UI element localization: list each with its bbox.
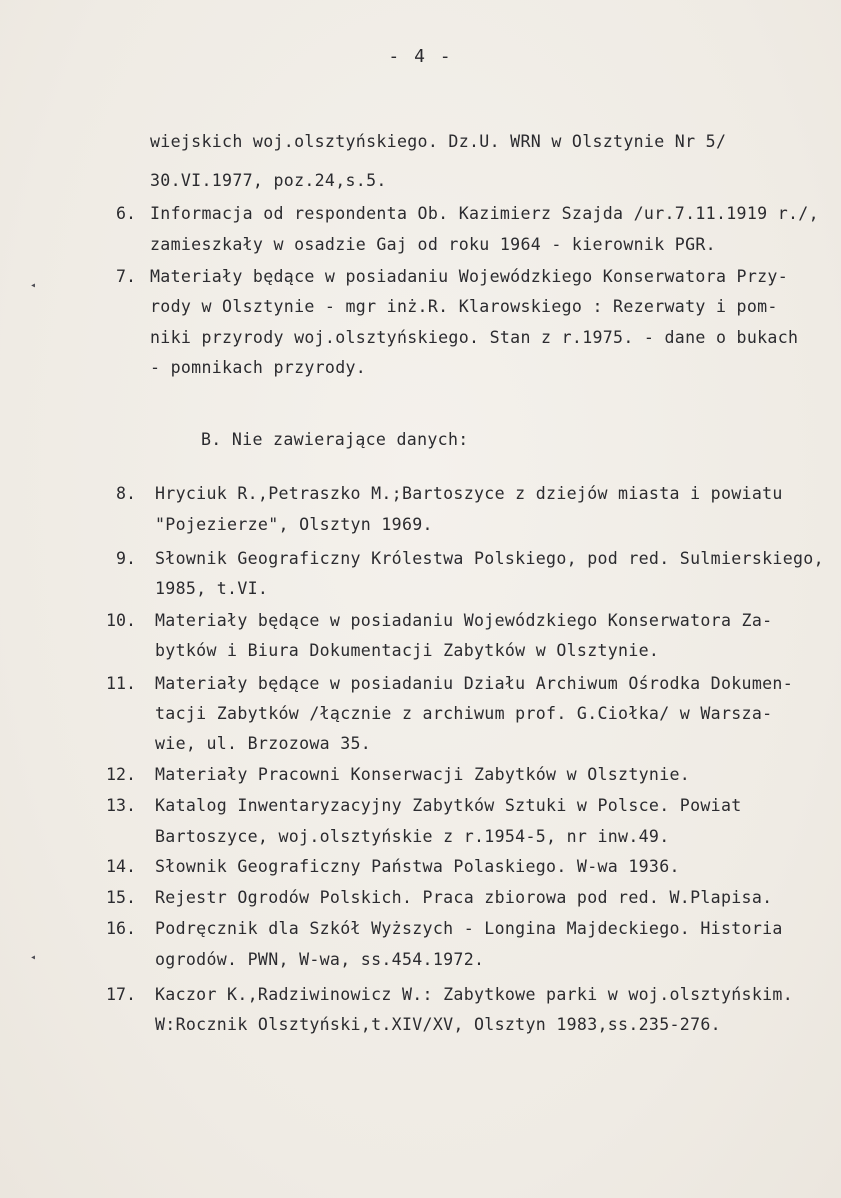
reference-number: 10. <box>106 611 136 630</box>
reference-line: Słownik Geograficzny Królestwa Polskiego, pod red. Sulmierskiego, <box>155 549 824 568</box>
reference-line: Słownik Geograficzny Państwa Polaskiego. W-wa 1936. <box>155 857 680 876</box>
reference-line: W:Rocznik Olsztyński,t.XIV/XV, Olsztyn 1983,ss.235-276. <box>155 1015 721 1034</box>
margin-mark-icon: ◂ <box>30 952 37 963</box>
reference-number: 17. <box>106 985 136 1004</box>
reference-line: Materiały będące w posiadaniu Wojewódzkiego Konserwatora Za- <box>155 611 773 630</box>
reference-line: Materiały będące w posiadaniu Wojewódzkiego Konserwatora Przy- <box>150 267 788 286</box>
reference-line: rody w Olsztynie - mgr inż.R. Klarowskiego : Rezerwaty i pom- <box>150 297 778 316</box>
reference-continuation-line: wiejskich woj.olsztyńskiego. Dz.U. WRN w Olsztynie Nr 5/ <box>150 132 727 151</box>
margin-mark-icon: ◂ <box>30 280 37 291</box>
reference-continuation-line: 30.VI.1977, poz.24,s.5. <box>150 171 387 190</box>
reference-number: 14. <box>106 857 136 876</box>
section-b-heading: B. Nie zawierające danych: <box>201 430 469 449</box>
reference-line: niki przyrody woj.olsztyńskiego. Stan z r.1975. - dane o bukach <box>150 328 799 347</box>
reference-number: 9. <box>116 549 136 568</box>
reference-line: Materiały będące w posiadaniu Działu Archiwum Ośrodka Dokumen- <box>155 674 793 693</box>
reference-line: Informacja od respondenta Ob. Kazimierz Szajda /ur.7.11.1919 r./, <box>150 204 819 223</box>
reference-line: ogrodów. PWN, W-wa, ss.454.1972. <box>155 950 485 969</box>
reference-line: zamieszkały w osadzie Gaj od roku 1964 - kierownik PGR. <box>150 235 716 254</box>
reference-line: Kaczor K.,Radziwinowicz W.: Zabytkowe parki w woj.olsztyńskim. <box>155 985 793 1004</box>
reference-line: Katalog Inwentaryzacyjny Zabytków Sztuki w Polsce. Powiat <box>155 796 742 815</box>
reference-line: Podręcznik dla Szkół Wyższych - Longina Majdeckiego. Historia <box>155 919 783 938</box>
reference-line: - pomnikach przyrody. <box>150 358 367 377</box>
reference-number: 8. <box>116 484 136 503</box>
reference-number: 15. <box>106 888 136 907</box>
reference-line: Materiały Pracowni Konserwacji Zabytków w Olsztynie. <box>155 765 691 784</box>
reference-line: Rejestr Ogrodów Polskich. Praca zbiorowa pod red. W.Plapisa. <box>155 888 773 907</box>
reference-line: wie, ul. Brzozowa 35. <box>155 734 372 753</box>
reference-number: 16. <box>106 919 136 938</box>
reference-number: 11. <box>106 674 136 693</box>
reference-line: 1985, t.VI. <box>155 579 269 598</box>
reference-number: 7. <box>116 267 136 286</box>
reference-line: Hryciuk R.,Petraszko M.;Bartoszyce z dziejów miasta i powiatu <box>155 484 783 503</box>
reference-line: bytków i Biura Dokumentacji Zabytków w Olsztynie. <box>155 641 660 660</box>
reference-line: tacji Zabytków /łącznie z archiwum prof. G.Ciołka/ w Warsza- <box>155 704 773 723</box>
page-number: - 4 - <box>388 46 453 67</box>
reference-number: 12. <box>106 765 136 784</box>
reference-line: Bartoszyce, woj.olsztyńskie z r.1954-5, nr inw.49. <box>155 827 670 846</box>
reference-number: 6. <box>116 204 136 223</box>
reference-number: 13. <box>106 796 136 815</box>
reference-line: "Pojezierze", Olsztyn 1969. <box>155 515 433 534</box>
